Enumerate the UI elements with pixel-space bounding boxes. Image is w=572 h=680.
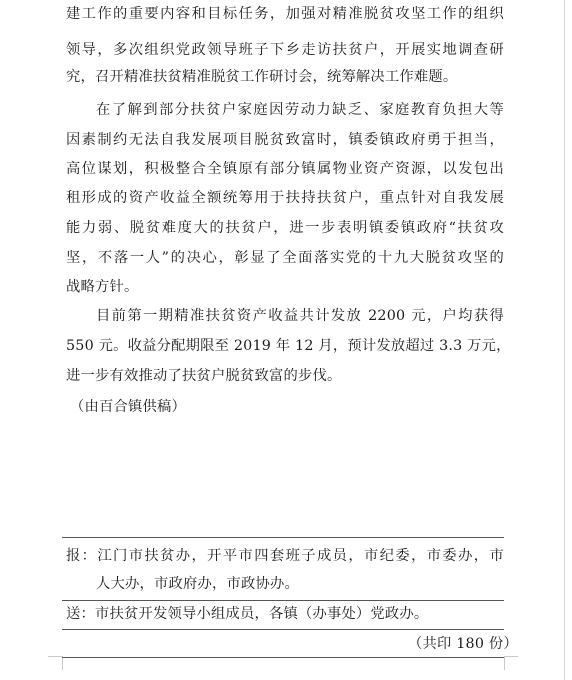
distribution-rule-bottom [62,629,504,630]
distribution-rule-top [62,537,504,538]
body-line-8: 能力弱、脱贫难度大的扶贫户，进一步表明镇委镇政府“扶贫攻 [66,220,504,236]
margin-corner-mark-right [504,656,518,657]
report-line-2: 人大办，市政府办，市政协办。 [96,576,299,592]
report-line-1: 报：江门市扶贫办，开平市四套班子成员，市纪委，市委办，市 [66,548,504,564]
send-line: 送：市扶贫开发领导小组成员，各镇（办事处）党政办。 [66,606,429,622]
body-line-4: 在了解到部分扶贫户家庭因劳动力缺乏、家庭教育负担大等 [96,102,504,118]
page-right-edge [564,0,565,680]
margin-corner-mark-left-v [62,656,63,670]
body-line-7: 租形成的资产收益全额统筹用于扶持扶贫户，重点针对自我发展 [66,190,504,206]
source-credit: （由百合镇供稿） [70,399,186,415]
body-line-11: 目前第一期精准扶贫资产收益共计发放 2200 元，户均获得 [96,308,504,324]
distribution-rule-end [62,657,504,658]
body-line-12: 550 元。收益分配期限至 2019 年 12 月，预计发放超过 3.3 万元， [66,338,511,354]
body-line-9: 坚，不落一人”的决心，彰显了全面落实党的十九大脱贫攻坚的 [66,250,504,266]
body-line-5: 因素制约无法自我发展项目脱贫致富时，镇委镇政府勇于担当， [66,132,504,148]
body-line-2: 领导，多次组织党政领导班子下乡走访扶贫户，开展实地调查研 [66,42,504,58]
body-line-10: 战略方针。 [66,279,139,295]
body-line-3: 究，召开精准扶贫精准脱贫工作研讨会，统筹解决工作难题。 [66,69,458,85]
distribution-rule-middle [62,600,504,601]
body-line-1: 建工作的重要内容和目标任务，加强对精准脱贫攻坚工作的组织 [66,6,504,22]
margin-corner-mark-left [48,656,62,657]
body-line-6: 高位谋划，积极整合全镇原有部分镇属物业资产资源，以发包出 [66,161,504,177]
margin-corner-mark-right-v [504,656,505,670]
print-count: （共印 180 份） [408,636,518,652]
body-line-13: 进一步有效推动了扶贫户脱贫致富的步伐。 [66,368,342,384]
